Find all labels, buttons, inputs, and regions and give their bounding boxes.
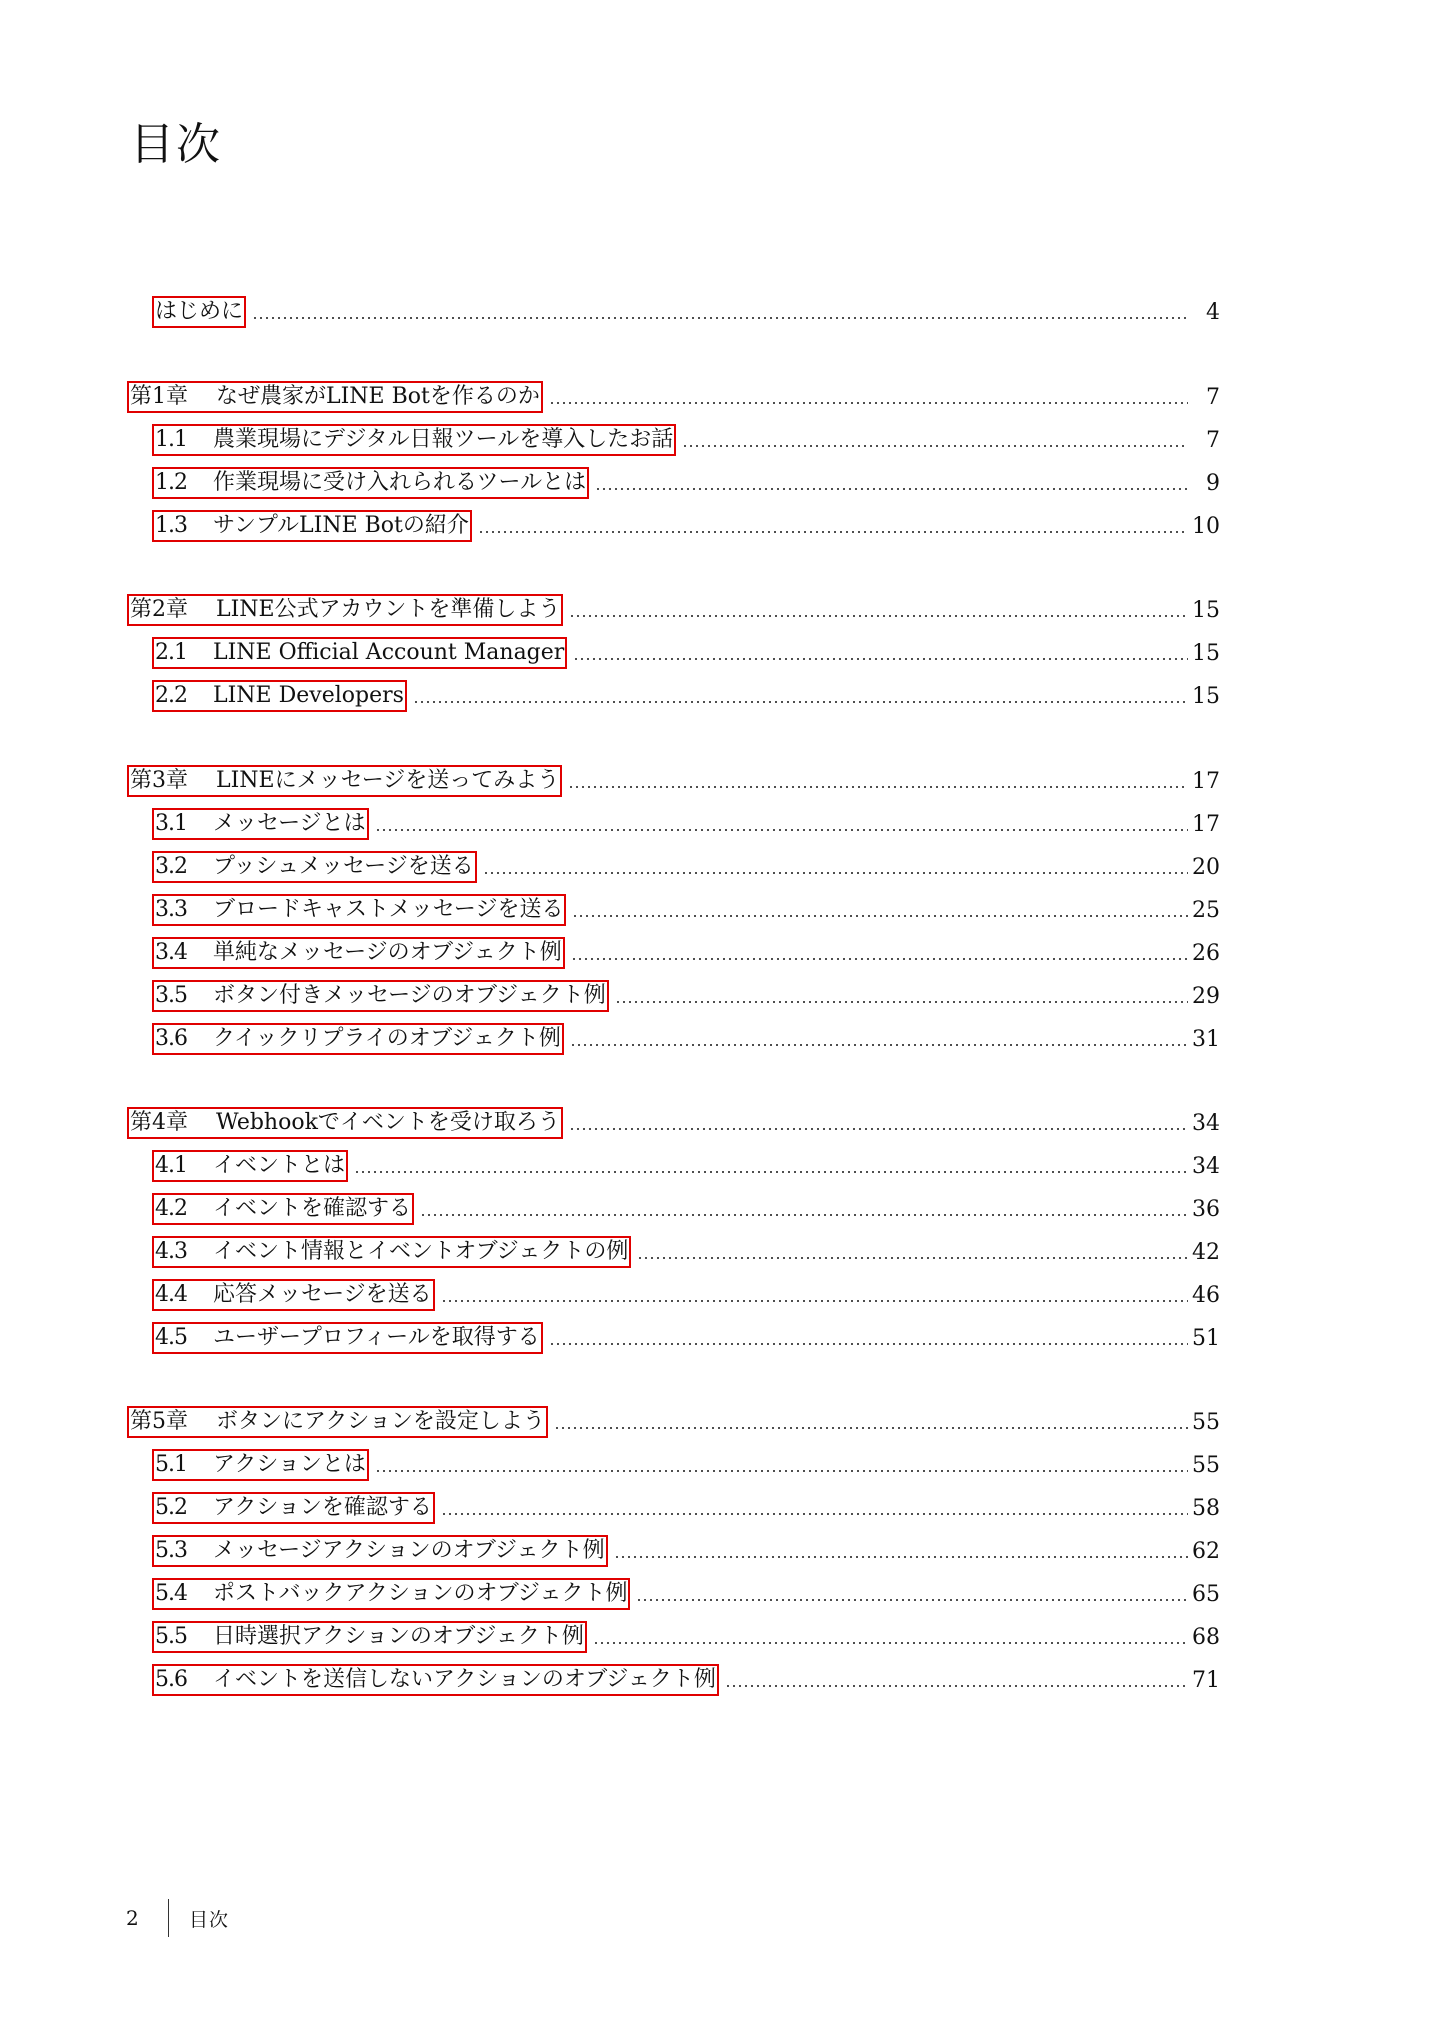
toc-section-row[interactable] bbox=[0, 459, 1433, 499]
section-title: ユーザープロフィールを取得する bbox=[213, 1325, 540, 1350]
toc-chapter-row[interactable] bbox=[0, 1099, 1433, 1139]
section-number: 2.1 bbox=[155, 640, 187, 665]
toc-entry-highlight[interactable] bbox=[127, 594, 563, 626]
dot-leader bbox=[549, 1343, 1188, 1345]
toc-entry-highlight[interactable] bbox=[152, 937, 565, 969]
toc-entry-highlight[interactable] bbox=[152, 1578, 630, 1610]
dot-leader bbox=[413, 701, 1188, 703]
toc-entry-highlight[interactable] bbox=[152, 808, 369, 840]
page-number: 15 bbox=[1192, 641, 1220, 666]
page-number: 7 bbox=[1206, 428, 1220, 453]
toc-section-row[interactable] bbox=[0, 1570, 1433, 1610]
page-number: 34 bbox=[1192, 1111, 1220, 1136]
toc-entry-highlight[interactable] bbox=[152, 424, 676, 456]
section-title: クイックリプライのオブジェクト例 bbox=[213, 1026, 561, 1051]
chapter-title: ボタンにアクションを設定しよう bbox=[216, 1409, 545, 1434]
toc-entry-highlight[interactable] bbox=[152, 1535, 608, 1567]
section-title: 農業現場にデジタル日報ツールを導入したお話 bbox=[213, 427, 674, 452]
dot-leader bbox=[375, 829, 1188, 831]
section-title: 作業現場に受け入れられるツールとは bbox=[213, 470, 587, 495]
page-number: 34 bbox=[1192, 1154, 1220, 1179]
toc-section-row[interactable] bbox=[0, 1271, 1433, 1311]
dot-leader bbox=[614, 1556, 1188, 1558]
toc-entry-highlight[interactable] bbox=[152, 467, 589, 499]
chapter-number: 第5章 bbox=[130, 1409, 188, 1434]
section-number: 3.1 bbox=[155, 811, 187, 836]
toc-entry-highlight[interactable] bbox=[152, 1449, 369, 1481]
page-number: 10 bbox=[1192, 514, 1220, 539]
dot-leader bbox=[725, 1685, 1188, 1687]
page-number: 46 bbox=[1192, 1283, 1220, 1308]
toc-section-row[interactable] bbox=[0, 416, 1433, 456]
page-number: 15 bbox=[1192, 684, 1220, 709]
toc-intro-row[interactable] bbox=[0, 288, 1433, 328]
section-title: はじめに bbox=[155, 299, 244, 324]
dot-leader bbox=[637, 1257, 1188, 1259]
toc-section-row[interactable] bbox=[0, 672, 1433, 712]
dot-leader bbox=[573, 658, 1188, 660]
toc-chapter-row[interactable] bbox=[0, 1398, 1433, 1438]
page-number: 71 bbox=[1192, 1668, 1220, 1693]
dot-leader bbox=[441, 1300, 1188, 1302]
page-number: 29 bbox=[1192, 984, 1220, 1009]
footer-label: 目次 bbox=[189, 1908, 230, 1931]
section-title: イベント情報とイベントオブジェクトの例 bbox=[213, 1239, 629, 1264]
dot-leader bbox=[478, 531, 1188, 533]
page-number: 62 bbox=[1192, 1539, 1220, 1564]
dot-leader bbox=[570, 1044, 1188, 1046]
page-number: 7 bbox=[1206, 385, 1220, 410]
dot-leader bbox=[572, 915, 1188, 917]
section-title: アクションを確認する bbox=[213, 1495, 432, 1520]
toc-entry-highlight[interactable] bbox=[127, 765, 562, 797]
section-title: 応答メッセージを送る bbox=[213, 1282, 432, 1307]
dot-leader bbox=[569, 615, 1188, 617]
section-number: 1.1 bbox=[155, 427, 187, 452]
page-number: 31 bbox=[1192, 1027, 1220, 1052]
section-title: イベントとは bbox=[213, 1153, 346, 1178]
page-number: 68 bbox=[1192, 1625, 1220, 1650]
toc-entry-highlight[interactable] bbox=[127, 381, 543, 413]
toc-chapter-row[interactable] bbox=[0, 586, 1433, 626]
toc-entry-highlight[interactable] bbox=[152, 680, 407, 712]
section-title: イベントを確認する bbox=[213, 1196, 412, 1221]
section-title: イベントを送信しないアクションのオブジェクト例 bbox=[213, 1667, 716, 1692]
section-title: プッシュメッセージを送る bbox=[213, 854, 474, 879]
toc-entry-highlight[interactable] bbox=[152, 1023, 564, 1055]
section-title: ポストバックアクションのオブジェクト例 bbox=[213, 1581, 628, 1606]
dot-leader bbox=[554, 1427, 1188, 1429]
page-number: 17 bbox=[1192, 769, 1220, 794]
section-title: メッセージアクションのオブジェクト例 bbox=[213, 1538, 605, 1563]
toc-section-row[interactable] bbox=[0, 1441, 1433, 1481]
toc-entry-highlight[interactable] bbox=[152, 1279, 435, 1311]
page-number: 25 bbox=[1192, 898, 1220, 923]
toc-entry-highlight[interactable] bbox=[152, 1492, 435, 1524]
toc-entry-highlight[interactable] bbox=[152, 1193, 414, 1225]
toc-section-row[interactable] bbox=[0, 1314, 1433, 1354]
chapter-title: Webhookでイベントを受け取ろう bbox=[216, 1110, 560, 1135]
toc-entry-highlight[interactable] bbox=[152, 510, 472, 542]
section-number: 4.2 bbox=[155, 1196, 187, 1221]
section-title: アクションとは bbox=[213, 1452, 366, 1477]
toc-section-row[interactable] bbox=[0, 1656, 1433, 1696]
section-number: 5.3 bbox=[155, 1538, 187, 1563]
toc-entry-highlight[interactable] bbox=[152, 296, 246, 328]
section-title: 単純なメッセージのオブジェクト例 bbox=[213, 940, 562, 965]
toc-section-row[interactable] bbox=[0, 1484, 1433, 1524]
dot-leader bbox=[682, 445, 1188, 447]
chapter-title: LINEにメッセージを送ってみよう bbox=[216, 768, 560, 793]
toc-entry-highlight[interactable] bbox=[152, 1150, 348, 1182]
page-number: 55 bbox=[1192, 1410, 1220, 1435]
section-number: 4.1 bbox=[155, 1153, 187, 1178]
page-number: 15 bbox=[1192, 598, 1220, 623]
page-number: 4 bbox=[1206, 300, 1220, 325]
dot-leader bbox=[569, 1128, 1188, 1130]
toc-entry-highlight[interactable] bbox=[127, 1107, 563, 1139]
section-number: 5.2 bbox=[155, 1495, 187, 1520]
dot-leader bbox=[483, 872, 1188, 874]
page-number: 55 bbox=[1192, 1453, 1220, 1478]
section-title: 日時選択アクションのオブジェクト例 bbox=[213, 1624, 584, 1649]
page-footer bbox=[126, 1898, 229, 1938]
section-number: 5.1 bbox=[155, 1452, 187, 1477]
section-number: 3.4 bbox=[155, 940, 187, 965]
toc-section-row[interactable] bbox=[0, 1015, 1433, 1055]
page-number: 58 bbox=[1192, 1496, 1220, 1521]
toc-entry-highlight[interactable] bbox=[152, 851, 477, 883]
toc-entry-highlight[interactable] bbox=[152, 1664, 719, 1696]
page-number: 51 bbox=[1192, 1326, 1220, 1351]
toc-entry-highlight[interactable] bbox=[152, 1322, 543, 1354]
section-number: 3.5 bbox=[155, 983, 187, 1008]
page-number: 42 bbox=[1192, 1240, 1220, 1265]
toc-section-row[interactable] bbox=[0, 1527, 1433, 1567]
section-number: 3.2 bbox=[155, 854, 187, 879]
section-title: ボタン付きメッセージのオブジェクト例 bbox=[213, 983, 606, 1008]
dot-leader bbox=[420, 1214, 1188, 1216]
page-number: 26 bbox=[1192, 941, 1220, 966]
section-number: 3.6 bbox=[155, 1026, 187, 1051]
section-title: メッセージとは bbox=[213, 811, 366, 836]
dot-leader bbox=[375, 1470, 1188, 1472]
page-number: 17 bbox=[1192, 812, 1220, 837]
page-number: 9 bbox=[1206, 471, 1220, 496]
toc-entry-highlight[interactable] bbox=[127, 1406, 548, 1438]
toc-section-row[interactable] bbox=[0, 1142, 1433, 1182]
chapter-title: LINE公式アカウントを準備しよう bbox=[216, 597, 561, 622]
chapter-number: 第2章 bbox=[130, 597, 188, 622]
section-number: 1.3 bbox=[155, 513, 187, 538]
toc-chapter-row[interactable] bbox=[0, 373, 1433, 413]
toc-section-row[interactable] bbox=[0, 1613, 1433, 1653]
toc-entry-highlight[interactable] bbox=[152, 637, 567, 669]
toc-section-row[interactable] bbox=[0, 1228, 1433, 1268]
page-number: 65 bbox=[1192, 1582, 1220, 1607]
chapter-title: なぜ農家がLINE Botを作るのか bbox=[216, 384, 540, 409]
toc-chapter-row[interactable] bbox=[0, 757, 1433, 797]
page-title: 目次 bbox=[130, 119, 222, 170]
dot-leader bbox=[636, 1599, 1188, 1601]
dot-leader bbox=[252, 317, 1188, 319]
toc-section-row[interactable] bbox=[0, 1185, 1433, 1225]
toc-section-row[interactable] bbox=[0, 502, 1433, 542]
page-number: 20 bbox=[1192, 855, 1220, 880]
dot-leader bbox=[593, 1642, 1188, 1644]
section-title: サンプルLINE Botの紹介 bbox=[213, 513, 469, 538]
dot-leader bbox=[549, 402, 1188, 404]
toc-entry-highlight[interactable] bbox=[152, 1236, 631, 1268]
footer-divider bbox=[168, 1899, 169, 1937]
dot-leader bbox=[354, 1171, 1188, 1173]
dot-leader bbox=[441, 1513, 1188, 1515]
section-number: 2.2 bbox=[155, 683, 187, 708]
page-number: 36 bbox=[1192, 1197, 1220, 1222]
toc-section-row[interactable] bbox=[0, 929, 1433, 969]
toc-section-row[interactable] bbox=[0, 972, 1433, 1012]
section-title: LINE Official Account Manager bbox=[213, 640, 565, 665]
toc-entry-highlight[interactable] bbox=[152, 1621, 587, 1653]
toc-entry-highlight[interactable] bbox=[152, 980, 609, 1012]
section-number: 4.4 bbox=[155, 1282, 187, 1307]
section-number: 4.3 bbox=[155, 1239, 187, 1264]
section-number: 1.2 bbox=[155, 470, 187, 495]
footer-page-number: 2 bbox=[126, 1906, 139, 1930]
section-number: 5.6 bbox=[155, 1667, 187, 1692]
chapter-number: 第4章 bbox=[130, 1110, 188, 1135]
section-number: 3.3 bbox=[155, 897, 187, 922]
toc-entry-highlight[interactable] bbox=[152, 894, 566, 926]
toc-section-row[interactable] bbox=[0, 629, 1433, 669]
toc-section-row[interactable] bbox=[0, 886, 1433, 926]
toc-section-row[interactable] bbox=[0, 843, 1433, 883]
dot-leader bbox=[568, 786, 1188, 788]
chapter-number: 第1章 bbox=[130, 384, 188, 409]
dot-leader bbox=[595, 488, 1188, 490]
section-number: 5.5 bbox=[155, 1624, 187, 1649]
dot-leader bbox=[615, 1001, 1188, 1003]
chapter-number: 第3章 bbox=[130, 768, 188, 793]
section-title: LINE Developers bbox=[213, 683, 404, 708]
section-title: ブロードキャストメッセージを送る bbox=[213, 897, 564, 922]
dot-leader bbox=[571, 958, 1188, 960]
section-number: 5.4 bbox=[155, 1581, 187, 1606]
toc-section-row[interactable] bbox=[0, 800, 1433, 840]
section-number: 4.5 bbox=[155, 1325, 187, 1350]
